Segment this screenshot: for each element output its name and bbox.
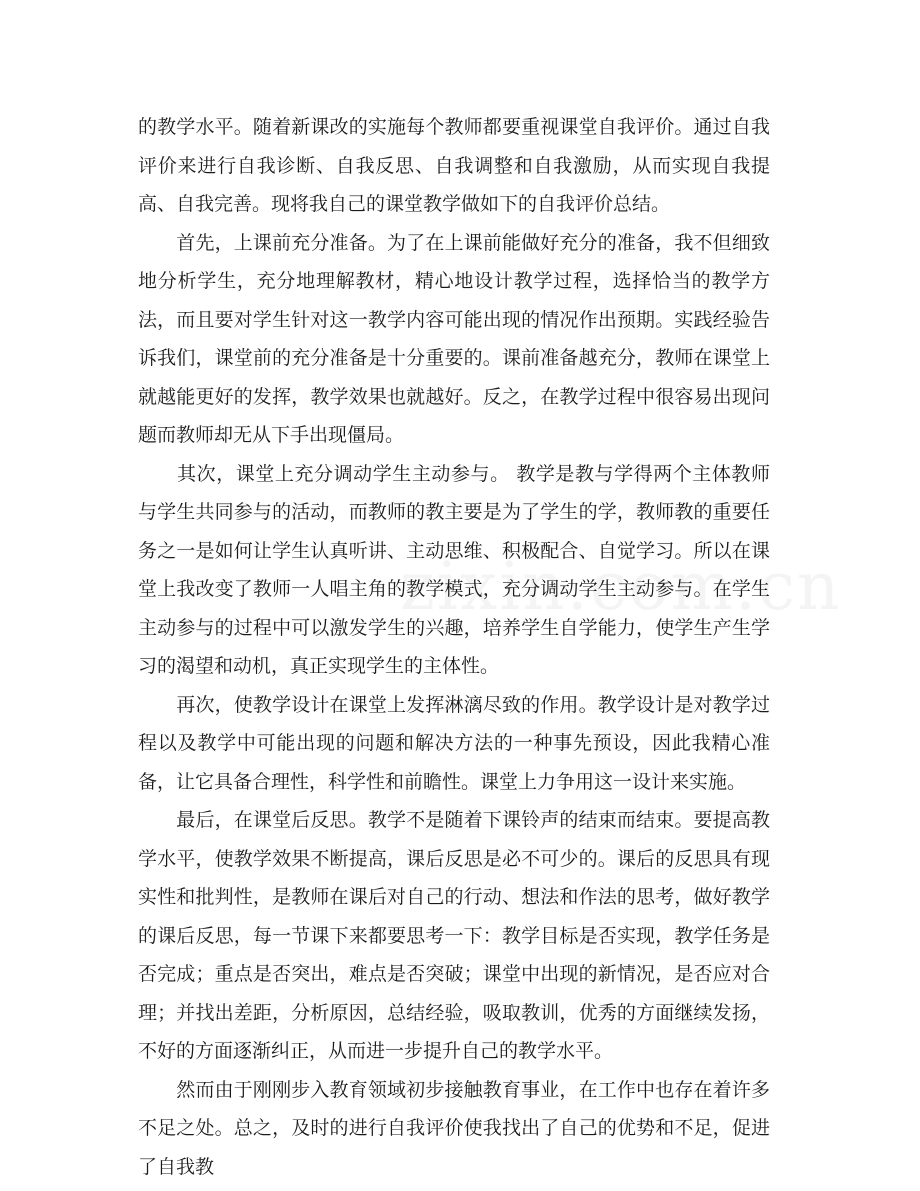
paragraph-6: 然而由于刚刚步入教育领域初步接触教育事业，在工作中也存在着许多不足之处。总之，及时的进行自我评价使我找出了自己的优势和不足，促进了自我教 — [138, 1078, 770, 1178]
document-body — [138, 108, 770, 1186]
paragraph-4: 再次，使教学设计在课堂上发挥淋漓尽致的作用。教学设计是对教学过程以及教学中可能出现的问题和解决方法的一种事先预设，因此我精心准备，让它具备合理性，科学性和前瞻性。课堂上力争用这一设计来实施。 — [138, 693, 770, 793]
paragraph-1: 的教学水平。随着新课改的实施每个教师都要重视课堂自我评价。通过自我评价来进行自我诊断、自我反思、自我调整和自我激励，从而实现自我提高、自我完善。现将我自己的课堂教学做如下的自我评价总结。 — [138, 116, 770, 215]
paragraph-5: 最后，在课堂后反思。教学不是随着下课铃声的结束而结束。要提高教学水平，使教学效果不断提高，课后反思是必不可少的。课后的反思具有现实性和批判性，是教师在课后对自己的行动、想法和作法的思考，做好教学的课后反思，每一节课下来都要思考一下：教学目标是否实现，教学任务是否完成；重点是否突出，难点是否突破；课堂中出现的新情况，是否应对合理；并找出差距，分析原因，总结经验，吸取教训，优秀的方面继续发扬，不好的方面逐渐纠正，从而进一步提升自己的教学水平。 — [138, 809, 770, 1062]
paragraph-3: 其次，课堂上充分调动学生主动参与。 教学是教与学得两个主体教师与学生共同参与的活动，而教师的教主要是为了学生的学，教师教的重要任务之一是如何让学生认真听讲、主动思维、积极配合、自觉学习。所以在课堂上我改变了教师一人唱主角的教学模式，充分调动学生主动参与。在学生主动参与的过程中可以激发学生的兴趣，培养学生自学能力，使学生产生学习的渴望和动机，真正实现学生的主体性。 — [138, 462, 770, 677]
paragraph-2: 首先，上课前充分准备。为了在上课前能做好充分的准备，我不但细致地分析学生，充分地理解教材，精心地设计教学过程，选择恰当的教学方法，而且要对学生针对这一教学内容可能出现的情况作出预期。实践经验告诉我们，课堂前的充分准备是十分重要的。课前准备越充分，教师在课堂上就越能更好的发挥，教学效果也就越好。反之，在教学过程中很容易出现问题而教师却无从下手出现僵局。 — [138, 231, 770, 446]
